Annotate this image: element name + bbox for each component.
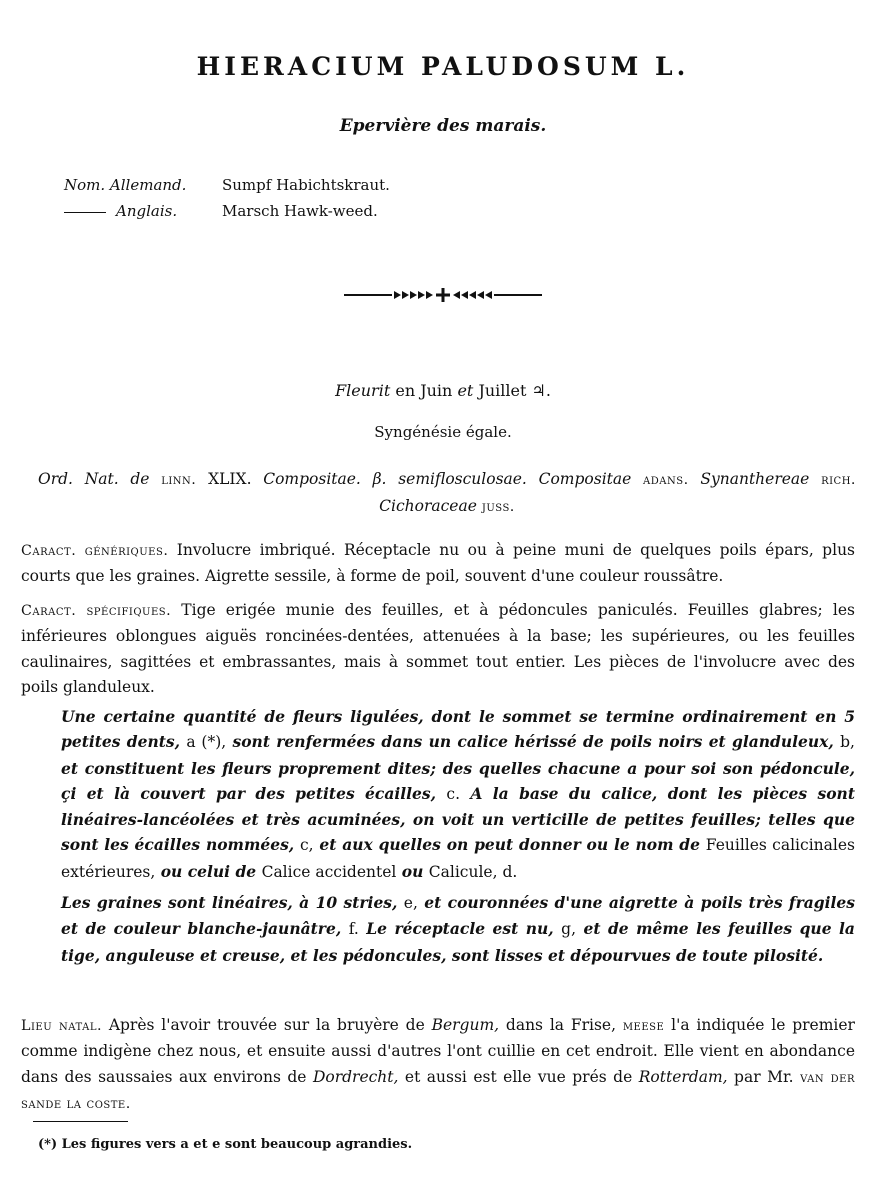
name-row-german bbox=[64, 172, 390, 198]
desc-text: ou celui de bbox=[160, 861, 257, 881]
section-text: l'a indiquée le premier comme indigène chez nous, et ensuite aussi d'autres l'ont cuillie en cet endroit. Elle vient en abondance dans des saussaies aux environs de bbox=[21, 1016, 855, 1086]
flowering-month: en Juin bbox=[395, 381, 453, 400]
section-heading: Caract. génériques. bbox=[21, 543, 169, 559]
term: Calicule, d. bbox=[428, 862, 518, 881]
desc-text: et aux quelles on peut donner ou le nom de bbox=[319, 835, 700, 855]
page-title: HIERACIUM PALUDOSUM L. bbox=[196, 52, 690, 81]
desc-text: Les graines sont linéaires, à 10 stries, bbox=[61, 893, 398, 912]
name-label-text: Anglais. bbox=[116, 202, 178, 220]
ornament-divider-icon bbox=[338, 284, 548, 306]
flowering-period bbox=[0, 381, 886, 400]
section-text: dans la Frise, bbox=[505, 1016, 616, 1034]
name-value: Marsch Hawk-weed. bbox=[222, 202, 378, 220]
desc-text: sont renfermées dans un calice hérissé de poils noirs et glanduleux, bbox=[232, 732, 834, 752]
section-heading: Lieu natal. bbox=[21, 1018, 102, 1034]
figure-ref: g, bbox=[561, 920, 577, 939]
term: Calice accidentel bbox=[261, 862, 397, 881]
footnote: (*) Les figures vers a et e sont beaucoup agrandies. bbox=[38, 1137, 413, 1152]
section-text: par Mr. bbox=[734, 1067, 794, 1086]
native-locality bbox=[21, 1013, 855, 1117]
figure-ref: f. bbox=[348, 920, 359, 939]
order-cichoraceae: Cichoraceae bbox=[379, 497, 477, 515]
place-name: Bergum, bbox=[431, 1016, 500, 1034]
order-families: Compositae. β. semiflosculosae. Compositae bbox=[263, 470, 632, 488]
desc-text: Le réceptacle est nu, bbox=[366, 919, 554, 939]
author-rich: rich. bbox=[821, 472, 856, 488]
figure-ref: c. bbox=[446, 784, 461, 803]
desc-text: ou bbox=[401, 861, 424, 881]
name-row-english bbox=[64, 198, 390, 224]
description-seeds bbox=[61, 890, 855, 968]
term: Feuilles calicinales extérieures, bbox=[61, 836, 855, 881]
desc-text: et constituent les fleurs proprement dites; des quelles chacune a pour soi son pédoncule, çi et là couvert par des petites écailles, bbox=[61, 758, 855, 803]
specific-characters bbox=[21, 598, 855, 700]
section-heading: Caract. spécifiques. bbox=[21, 603, 172, 619]
desc-text: et de même les feuilles que la tige, anguleuse et creuse, et les pédoncules, sont lisses et dépourvues de toute pilosité. bbox=[61, 919, 855, 965]
person-name: meese bbox=[622, 1018, 665, 1034]
section-text: et aussi est elle vue prés de bbox=[404, 1067, 633, 1086]
section-text: Involucre imbriqué. Réceptacle nu ou à peine muni de quelques poils épars, plus courts que les graines. Aigrette sessile, à forme de poil, souvent d'une couleur roussâtre. bbox=[21, 541, 856, 586]
flowering-prefix: Fleurit bbox=[335, 381, 391, 400]
description-flowers bbox=[61, 704, 855, 885]
desc-text: et couronnées d'une aigrette à poils très fragiles et de couleur blanche-jaunâtre, bbox=[61, 893, 855, 939]
place-name: Rotterdam, bbox=[638, 1067, 728, 1086]
flowering-month-2: Juillet bbox=[478, 381, 527, 400]
natural-order bbox=[38, 466, 856, 520]
author-linn: linn. bbox=[161, 472, 197, 488]
person-name: van der sande la coste. bbox=[21, 1069, 855, 1112]
perennial-symbol: ♃. bbox=[531, 381, 551, 400]
desc-text: A la base du calice, dont les pièces sont linéaires-lancéolées et très acuminées, on voit un verticille de petites feuilles; telles que sont les écailles nommées, bbox=[61, 783, 855, 855]
ditto-dash bbox=[64, 212, 106, 213]
author-adans: adans. bbox=[643, 472, 689, 488]
flowering-conj: et bbox=[457, 381, 474, 400]
author-juss: juss. bbox=[481, 499, 515, 515]
generic-characters bbox=[21, 538, 855, 590]
figure-ref: c, bbox=[300, 836, 314, 855]
syngenesie-line: Syngénésie égale. bbox=[374, 423, 512, 441]
figure-ref: b, bbox=[840, 733, 855, 752]
section-text: Après l'avoir trouvée sur la bruyère de bbox=[108, 1016, 425, 1034]
figure-ref: a (*), bbox=[186, 733, 227, 752]
ornament-divider bbox=[0, 284, 886, 306]
name-value: Sumpf Habichtskraut. bbox=[222, 176, 390, 194]
desc-text: Une certaine quantité de fleurs ligulées, dont le sommet se termine ordinairement en 5 petites dents, bbox=[61, 707, 855, 752]
name-label: Nom. Allemand. bbox=[64, 176, 187, 194]
place-name: Dordrecht, bbox=[312, 1067, 399, 1086]
section-text: Tige erigée munie des feuilles, et à pédoncules paniculés. Feuilles glabres; les inférieures oblongues aiguës roncinées-dentées, attenuées à la base; les supérieures, ou les feuilles caulinaires, sagittées et embrassantes, mais à sommet tout entier. Les pièces de l'involucre avec des poils glanduleux. bbox=[21, 601, 855, 696]
order-number: XLIX. bbox=[208, 470, 252, 488]
footnote-rule bbox=[33, 1121, 128, 1122]
common-names bbox=[64, 172, 390, 224]
name-label-ditto bbox=[64, 198, 222, 224]
order-label: Ord. Nat. de bbox=[38, 470, 150, 488]
order-synanthereae: Synanthereae bbox=[700, 470, 810, 488]
figure-ref: e, bbox=[403, 894, 418, 912]
french-name: Epervière des marais. bbox=[339, 116, 547, 136]
